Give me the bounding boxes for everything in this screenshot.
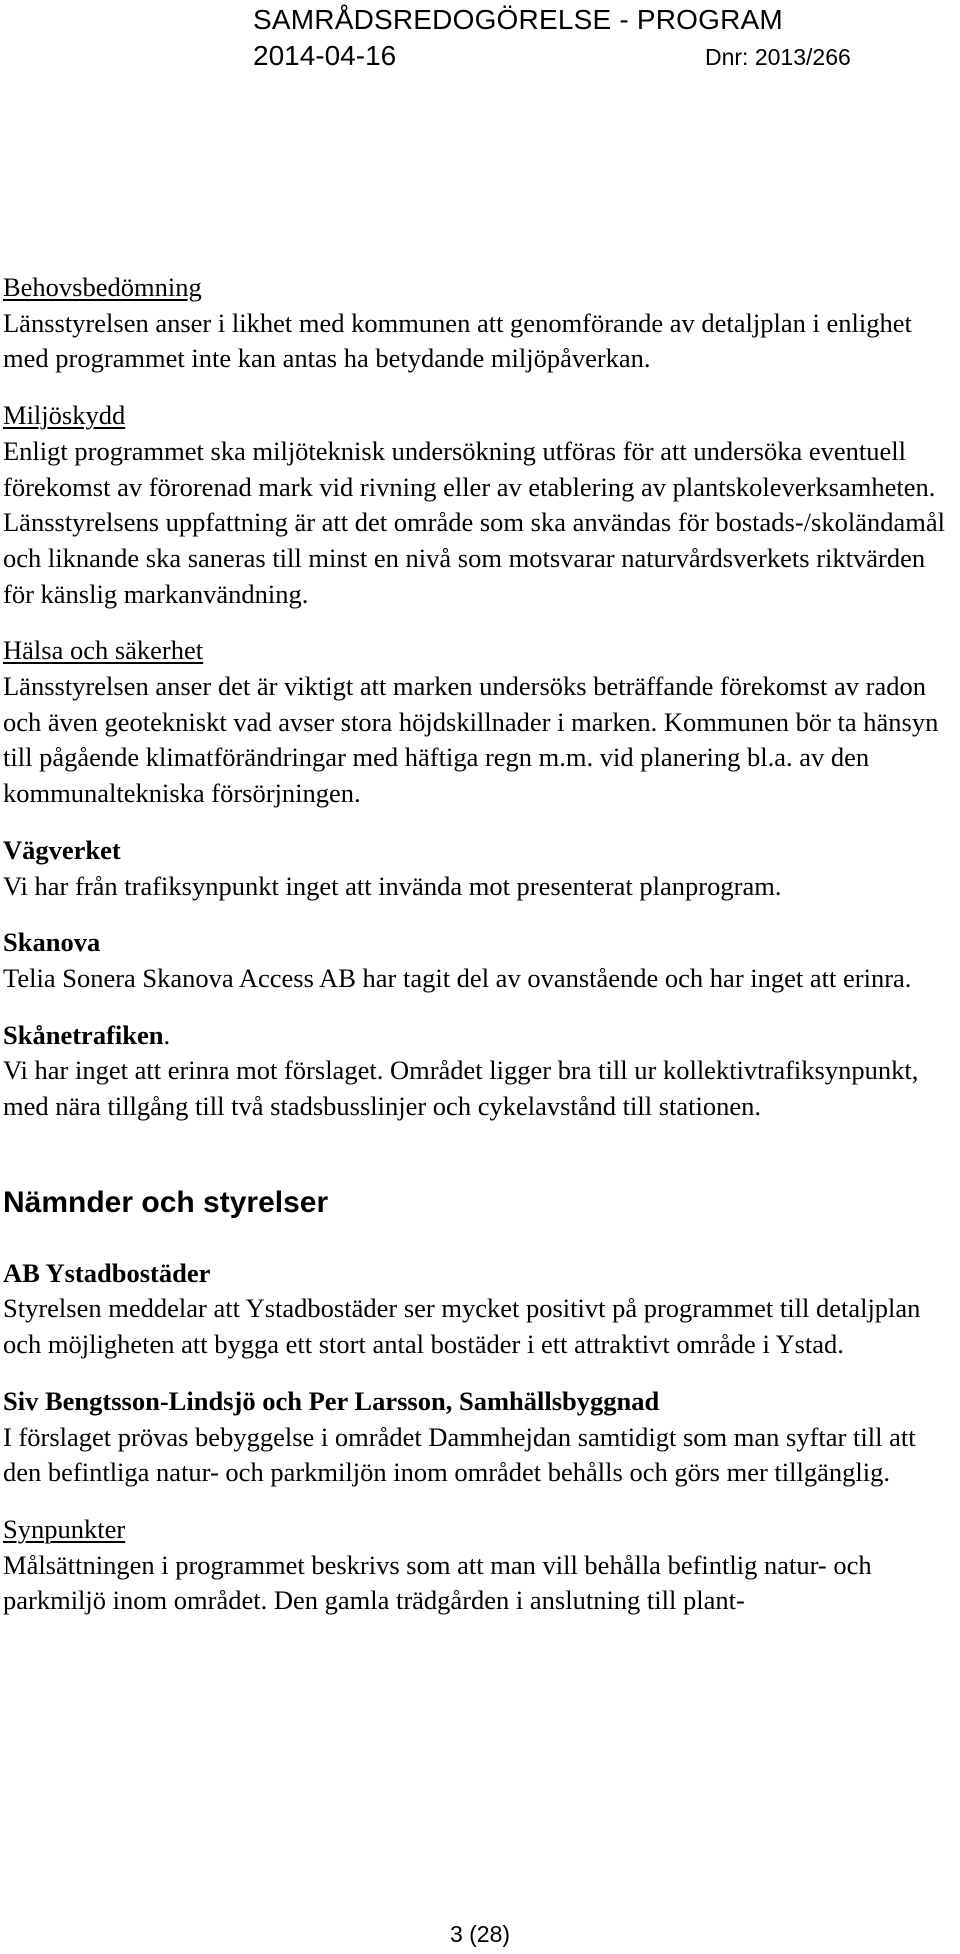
section-synpunkter <box>3 1512 948 1619</box>
document-date: 2014-04-16 <box>253 40 397 71</box>
page-number: 3 (28) <box>449 1921 511 1947</box>
section-heading: Hälsa och säkerhet <box>3 635 204 666</box>
section-text: Vi har från trafiksynpunkt inget att invända mot presenterat planprogram. <box>3 870 782 901</box>
section-miljoskydd <box>3 398 948 612</box>
namnder-och-styrelser-heading: Nämnder och styrelser <box>3 1185 329 1219</box>
section-heading-line <box>3 1018 948 1054</box>
section-skanova <box>3 925 948 996</box>
section-text: Länsstyrelsen anser i likhet med kommunen att genomförande av detaljplan i enlighet med programmet inte kan antas ha betydande miljöpåverkan. <box>3 307 912 374</box>
section-heading: Siv Bengtsson-Lindsjö och Per Larsson, Samhällsbyggnad <box>3 1385 660 1416</box>
section-text: I förslaget prövas bebyggelse i området Dammhejdan samtidigt som man syftar till att den befintliga natur- och parkmiljön inom området behålls och görs mer tillgänglig. <box>3 1421 916 1488</box>
document-dnr: Dnr: 2013/266 <box>705 44 851 70</box>
section-heading: AB Ystadbostäder <box>3 1257 211 1288</box>
section-samhallsbyggnad <box>3 1384 948 1491</box>
section-heading: Synpunkter <box>3 1513 126 1544</box>
section-behovsbedomning <box>3 270 948 377</box>
section-heading: Vägverket <box>3 834 121 865</box>
section-heading: Skånetrafiken <box>3 1019 164 1050</box>
section-skanetrafiken <box>3 1018 948 1125</box>
section-heading-suffix: . <box>163 1019 171 1050</box>
section-heading: Behovsbedömning <box>3 272 202 302</box>
section-heading: Miljöskydd <box>3 400 126 431</box>
section-ab-ystadbostader <box>3 1256 948 1363</box>
document-body <box>3 270 948 1640</box>
section-text: Telia Sonera Skanova Access AB har tagit del av ovanstående och har inget att erinra. <box>3 962 912 993</box>
section-heading: Skanova <box>3 927 101 958</box>
section-text: Styrelsen meddelar att Ystadbostäder ser mycket positivt på programmet till detaljplan och möjligheten att bygga ett stort antal bostäder i ett attraktivt område i Ystad. <box>3 1293 921 1360</box>
section-text: Vi har inget att erinra mot förslaget. Området ligger bra till ur kollektivtrafiksynpunkt, med nära tillgång till två stadsbusslinjer och cykelavstånd till stationen. <box>3 1055 919 1122</box>
section-vagverket <box>3 833 948 904</box>
section-text: Länsstyrelsen anser det är viktigt att marken undersöks beträffande förekomst av radon och även geotekniskt vad avser stora höjdskillnader i marken. Kommunen bör ta hänsyn till pågående klimatförändringar med häftiga regn m.m. vid planering bl.a. av den kommunaltekniska försörjningen. <box>3 671 939 809</box>
section-text: Målsättningen i programmet beskrivs som att man vill behålla befintlig natur- och parkmiljö inom området. Den gamla trädgården i anslutning till plant- <box>3 1549 872 1616</box>
section-text: Enligt programmet ska miljöteknisk undersökning utföras för att undersöka eventuell förekomst av förorenad mark vid rivning eller av etablering av plantskoleverksamheten. Länsstyrelsens uppfattning är att det område som ska användas för bostads-/skoländamål och liknande ska saneras till minst en nivå som motsvarar naturvårdsverkets riktvärden för känslig markanvändning. <box>3 435 945 609</box>
section-halsa-och-sakerhet <box>3 633 948 812</box>
document-title: SAMRÅDSREDOGÖRELSE - PROGRAM <box>253 4 783 35</box>
